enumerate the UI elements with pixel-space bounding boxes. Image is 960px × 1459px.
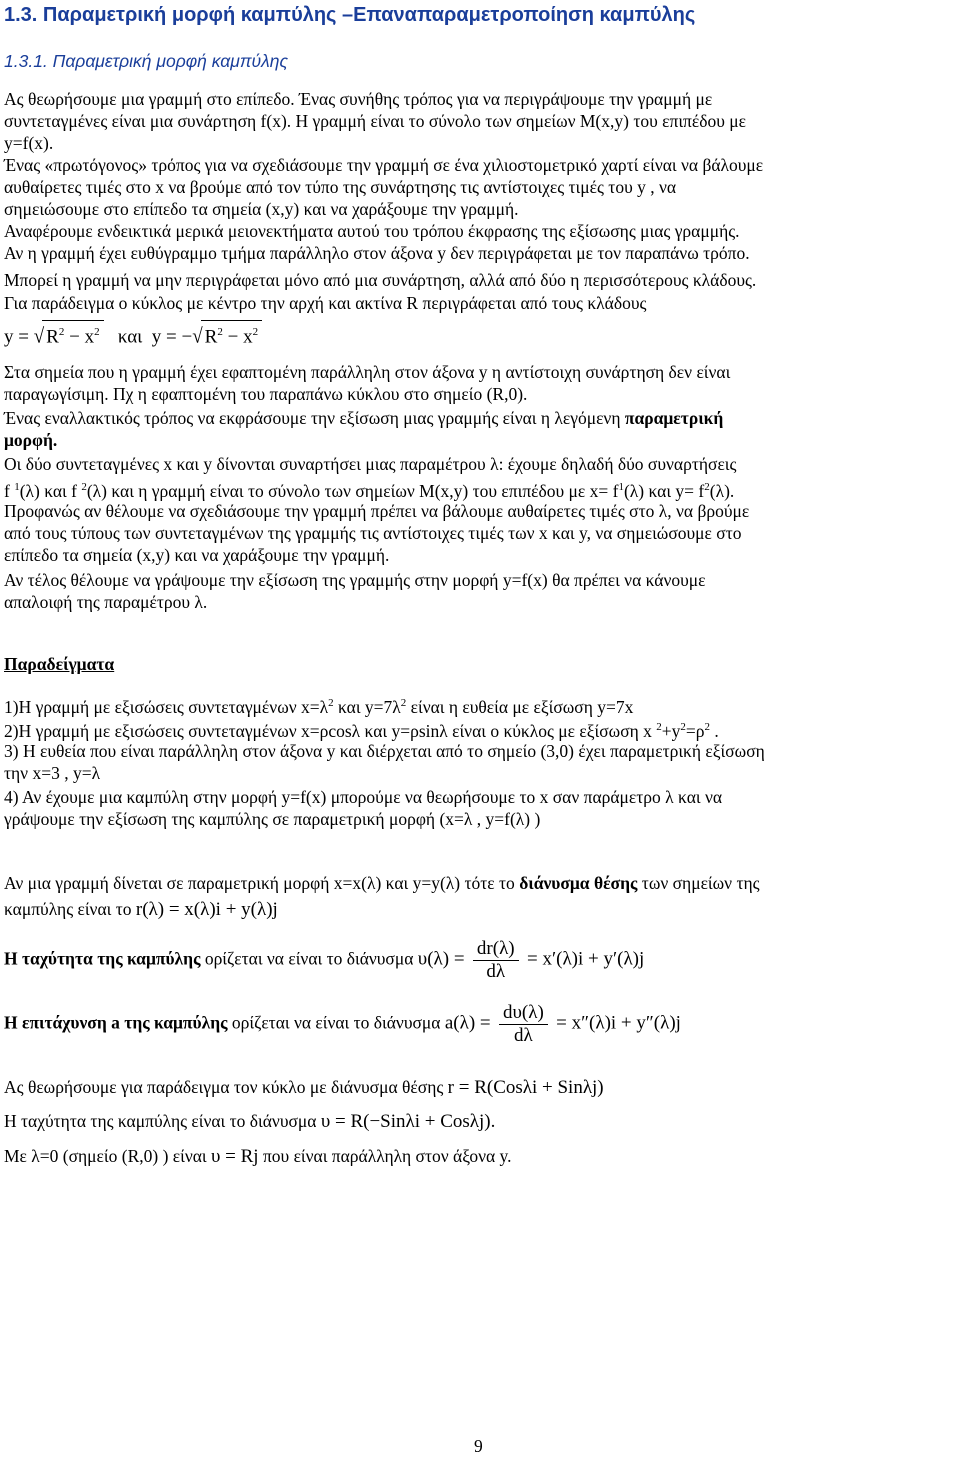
section-heading: 1.3. Παραμετρική μορφή καμπύλης –Επαναπαραμετροποίηση καμπύλης	[4, 4, 696, 26]
parametric-functions-line: f $^1$(λ) και f $^2$(λ) και η γραμμή είναι το σύνολο των σημείων Μ(x,y) του επιπέδου με $x= f^1(\lambda)$ και $y= f^2(\lambda)$.	[4, 480, 735, 501]
paragraph-line: σημειώσουμε στο επίπεδο τα σημεία (x,y) και να χαράξουμε την γραμμή.	[4, 199, 519, 219]
example-2: 2)Η γραμμή με εξισώσεις συντεταγμένων x=ρcosλ και y=ρsinλ είναι ο κύκλος με εξίσωση x $^2+y^2=\rho^2$ .	[4, 720, 719, 741]
circle-example-line: Ας θεωρήσουμε για παράδειγμα τον κύκλο με διάνυσμα θέσης r = R(Cosλi + Sinλj)	[4, 1077, 604, 1098]
paragraph-line: Ας θεωρήσουμε μια γραμμή στο επίπεδο. Ένας συνήθης τρόπος για να περιγράψουμε την γραμμή με	[4, 89, 713, 109]
branch-equation: y = √ $R^2 - x^2$ και y = −√ $R^2 - x^2$	[4, 320, 262, 348]
paragraph-line: Αν τέλος θέλουμε να γράψουμε την εξίσωση της γραμμής στην μορφή y=f(x) θα πρέπει να κάνουμε	[4, 570, 706, 590]
paragraph-line: Ένας εναλλακτικός τρόπος να εκφράσουμε την εξίσωση μιας γραμμής είναι η λεγόμενη παραμετρική	[4, 408, 724, 428]
example-1: 1)Η γραμμή με εξισώσεις συντεταγμένων $x=\lambda^2$ και $y=7\lambda^2$ είναι η ευθεία με εξίσωση y=7x	[4, 696, 634, 717]
subsection-heading: 1.3.1. Παραμετρική μορφή καμπύλης	[4, 51, 288, 71]
paragraph-line: Στα σημεία που η γραμμή έχει εφαπτομένη παράλληλη στον άξονα y η αντίστοιχη συνάρτηση δεν είναι	[4, 362, 731, 382]
paragraph-line: μορφή.	[4, 430, 58, 450]
paragraph-line: Αναφέρουμε ενδεικτικά μερικά μειονεκτήματα αυτού του τρόπου έκφρασης της εξίσωσης μιας γραμμής.	[4, 221, 740, 241]
circle-velocity-line: Η ταχύτητα της καμπύλης είναι το διάνυσμα υ = R(−Sinλi + Cosλj).	[4, 1111, 496, 1132]
paragraph-line: Αν η γραμμή έχει ευθύγραμμο τμήμα παράλληλο στον άξονα y δεν περιγράφεται με τον παραπάνω τρόπο.	[4, 243, 750, 263]
position-vector-eq-line: καμπύλης είναι το r(λ) = x(λ)i + y(λ)j	[4, 899, 278, 920]
paragraph-line: Για παράδειγμα ο κύκλος με κέντρο την αρχή και ακτίνα R περιγράφεται από τους κλάδους	[4, 293, 647, 313]
example-3: 3) Η ευθεία που είναι παράλληλη στον άξονα y και διέρχεται από το σημείο (3,0) έχει παραμετρική εξίσωση	[4, 741, 765, 761]
paragraph-line: παραγωγίσιμη. Πχ η εφαπτομένη του παραπάνω κύκλου στο σημείο (R,0).	[4, 384, 528, 404]
velocity-definition: Η ταχύτητα της καμπύλης ορίζεται να είναι το διάνυσμα υ(λ) = $\frac{dr(\lambda)}{d\lambda}$ = x′(λ)i + y′(λ)j	[4, 938, 645, 982]
circle-tangent-line: Με λ=0 (σημείο (R,0) ) είναι υ = Rj που είναι παράλληλη στον άξονα y.	[4, 1146, 512, 1167]
paragraph-line: Ένας «πρωτόγονος» τρόπος για να σχεδιάσουμε την γραμμή σε ένα χιλιοστομετρικό χαρτί είναι να βάλουμε	[4, 155, 764, 175]
example-3-cont: την x=3 , y=λ	[4, 763, 101, 783]
paragraph-line: συντεταγμένες είναι μια συνάρτηση f(x). Η γραμμή είναι το σύνολο των σημείων Μ(x,y) του επιπέδου με	[4, 111, 747, 131]
paragraph-line: Μπορεί η γραμμή να μην περιγράφεται μόνο από μια συνάρτηση, αλλά από δύο η περισσότερους κλάδους.	[4, 270, 757, 290]
paragraph-line: αυθαίρετες τιμές στο x να βρούμε από τον τύπο της συνάρτησης τις αντίστοιχες τιμές του y , να	[4, 177, 677, 197]
position-vector-line: Αν μια γραμμή δίνεται σε παραμετρική μορφή x=x(λ) και y=y(λ) τότε το διάνυσμα θέσης των σημείων της	[4, 873, 760, 893]
acceleration-fraction: $\frac{d\upsilon(\lambda)}{d\lambda}$	[499, 1002, 548, 1047]
acceleration-definition: Η επιτάχυνση a της καμπύλης ορίζεται να είναι το διάνυσμα a(λ) = $\frac{d\upsilon(\lambda)}{d\lambda}$ = x″(λ)i + y″(λ)j	[4, 1002, 681, 1046]
paragraph-line: επίπεδο τα σημεία (x,y) και να χαράξουμε την γραμμή.	[4, 545, 390, 565]
paragraph-line: Προφανώς αν θέλουμε να σχεδιάσουμε την γραμμή πρέπει να βάλουμε αυθαίρετες τιμές στο λ, να βρούμε	[4, 501, 750, 521]
examples-title: Παραδείγματα	[4, 654, 115, 674]
page-number: 9	[474, 1436, 483, 1456]
paragraph-line: από τους τύπους των συντεταγμένων της γραμμής τις αντίστοιχες τιμές των x και y, να σημειώσουμε στο	[4, 523, 742, 543]
paragraph-line: y=f(x).	[4, 133, 54, 153]
paragraph-line: Οι δύο συντεταγμένες x και y δίνονται συναρτήσει μιας παραμέτρου λ: έχουμε δηλαδή δύο συναρτήσεις	[4, 454, 737, 474]
example-4: 4) Αν έχουμε μια καμπύλη στην μορφή y=f(x) μπορούμε να θεωρήσουμε το x σαν παράμετρο λ και να	[4, 787, 723, 807]
example-4-cont: γράψουμε την εξίσωση της καμπύλης σε παραμετρική μορφή (x=λ , y=f(λ) )	[4, 809, 541, 829]
paragraph-line: απαλοιφή της παραμέτρου λ.	[4, 592, 208, 612]
velocity-fraction: $\frac{dr(\lambda)}{d\lambda}$	[473, 938, 519, 983]
